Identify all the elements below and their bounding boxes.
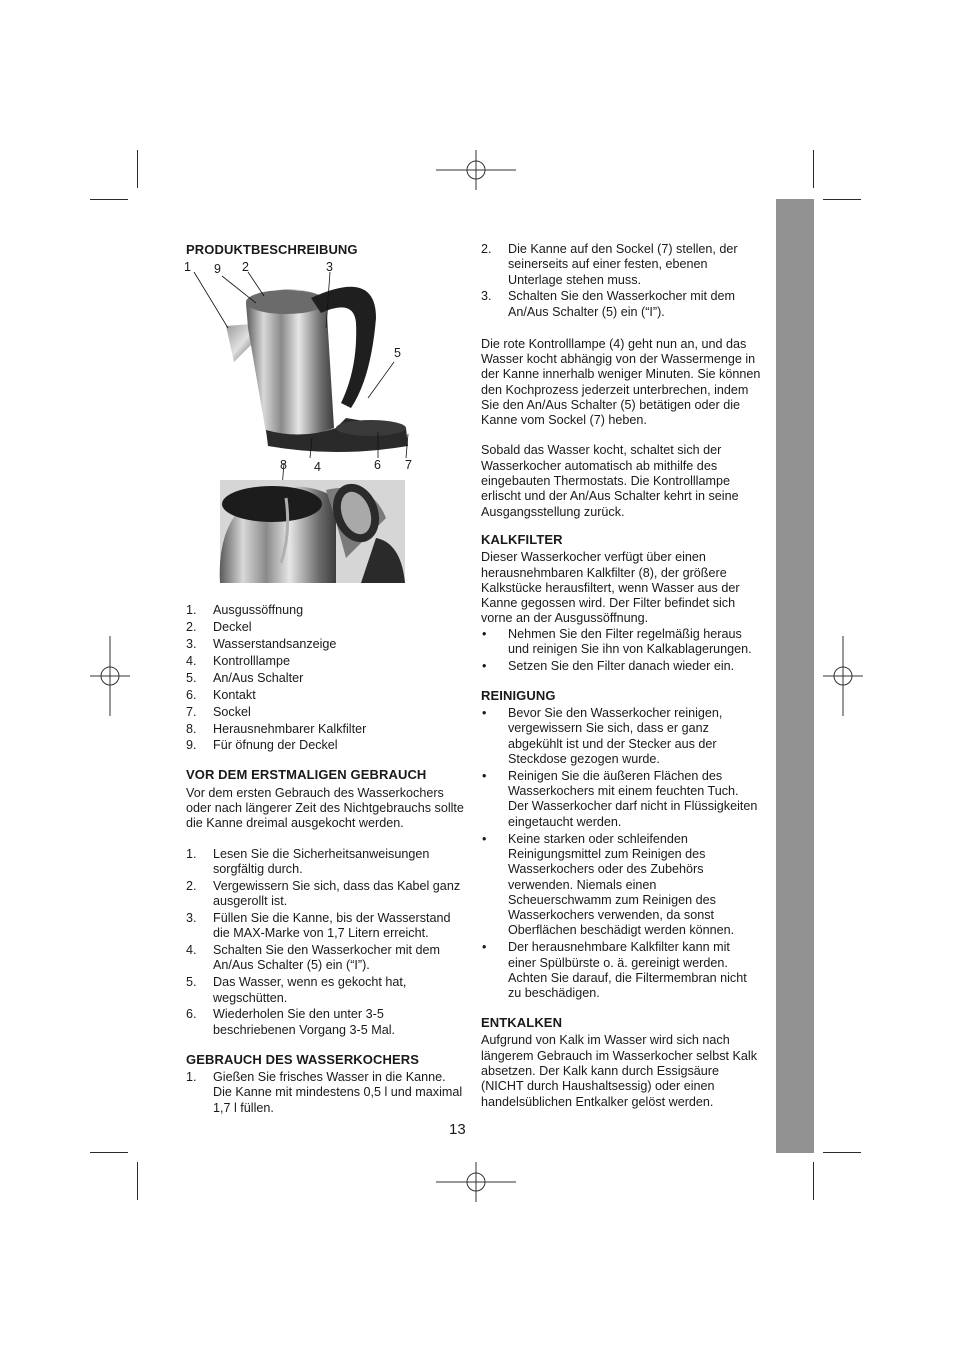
list-item: 2. Die Kanne auf den Sockel (7) stellen, der seinerseits auf einer festen, ebenen Unterlage stehen muss.: [481, 242, 738, 287]
list-item: 3. Füllen Sie die Kanne, bis der Wasserstand die MAX-Marke von 1,7 Litern erreicht.: [186, 910, 451, 941]
crop-mark: [823, 199, 861, 200]
figure-label-3: 3: [326, 260, 333, 274]
list-item: 4. Kontrolllampe: [186, 653, 291, 668]
side-tab: [776, 199, 814, 1153]
figure-label-1: 1: [184, 260, 191, 274]
list-item: • Bevor Sie den Wasserkocher reinigen, vergewissern Sie sich, dass er ganz abgekühlt ist und der Stecker aus der Steckdose gezogen wurde.: [482, 706, 723, 766]
kalkfilter-intro: Dieser Wasserkocher verfügt über einen herausnehmbaren Kalkfilter (8), der größere Kalkstücke herausfiltert, wenn Wasser aus der Kanne gegossen wird. Der Filter befindet sich vorne an der Ausgussöffnung.: [481, 550, 740, 626]
figure-label-5: 5: [394, 346, 401, 360]
figure-spacer: [186, 260, 466, 603]
registration-mark-right-icon: [823, 636, 863, 716]
gebrauch-steps-continued: [481, 242, 761, 320]
crop-mark: [90, 1152, 128, 1153]
crop-mark: [823, 1152, 861, 1153]
vor-intro-paragraph: Vor dem ersten Gebrauch des Wasserkochers oder nach längerer Zeit des Nichtgebrauchs sollte die Kanne dreimal ausgekocht werden.: [186, 785, 464, 831]
list-item: 4. Schalten Sie den Wasserkocher mit dem An/Aus Schalter (5) ein (“I”).: [186, 943, 441, 973]
list-item: 2. Vergewissern Sie sich, dass das Kabel ganz ausgerollt ist.: [186, 878, 461, 908]
registration-mark-left-icon: [90, 636, 130, 716]
list-item: • Nehmen Sie den Filter regelmäßig heraus und reinigen Sie ihn von Kalkablagerungen.: [482, 626, 752, 657]
list-item: 6. Wiederholen Sie den unter 3-5 beschriebenen Vorgang 3-5 Mal.: [186, 1007, 396, 1037]
section-title-vor-dem-gebrauch: VOR DEM ERSTMALIGEN GEBRAUCH: [186, 767, 427, 783]
figure-label-4: 4: [314, 460, 321, 474]
list-item: 3. Wasserstandsanzeige: [186, 637, 337, 652]
list-item: • Reinigen Sie die äußeren Flächen des Wasserkochers mit einem feuchten Tuch. Der Wasserkocher darf nicht in Flüssigkeiten eingetaucht werden.: [482, 768, 758, 829]
list-item: • Keine starken oder schleifenden Reinigungsmittel zum Reinigen des Wasserkochers oder des Zubehörs verwenden. Niemals einen Scheuerschwamm zum Reinigen des Wasserkochers verwenden, da sonst Oberflächen beschädigt werden können.: [482, 831, 735, 938]
section-title-reinigung: REINIGUNG: [481, 687, 556, 703]
kalkfilter-bullets: [481, 627, 761, 674]
thermostat-paragraph: Sobald das Wasser kocht, schaltet sich der Wasserkocher automatisch ab mithilfe des eingebauten Thermostats. Die Kontrolllampe erlischt und der An/Aus Schalter kehrt in seine Ausgangsstellung zurück.: [481, 443, 739, 519]
list-item: 9. Für öfnung der Deckel: [186, 738, 338, 753]
list-item: 8. Herausnehmbarer Kalkfilter: [186, 721, 367, 736]
figure-label-9: 9: [214, 262, 221, 276]
crop-mark: [137, 1162, 138, 1200]
list-item: • Setzen Sie den Filter danach wieder ein.: [482, 658, 735, 673]
list-item: • Der herausnehmbare Kalkfilter kann mit einer Spülbürste o. ä. gereinigt werden. Achten Sie darauf, die Filtermembran nicht zu beschädigen.: [482, 940, 747, 1001]
list-item: 3. Schalten Sie den Wasserkocher mit dem An/Aus Schalter (5) ein (“I”).: [481, 289, 736, 319]
section-title-entkalken: ENTKALKEN: [481, 1015, 563, 1031]
page-number: 13: [449, 1121, 466, 1138]
figure-label-2: 2: [242, 260, 249, 274]
list-item: 5. Das Wasser, wenn es gekocht hat, wegschütten.: [186, 975, 407, 1005]
entkalken-paragraph: Aufgrund von Kalk im Wasser wird sich nach längerem Gebrauch im Wasserkocher selbst Kalk absetzen. Der Kalk kann durch Essigsäure (NICHT durch Haushaltsessig) oder einen handelsüblichen Entkalker gelöst werden.: [481, 1033, 758, 1109]
section-title-gebrauch: GEBRAUCH DES WASSERKOCHERS: [186, 1051, 420, 1067]
registration-mark-top-icon: [436, 150, 516, 190]
section-title-kalkfilter: KALKFILTER: [481, 531, 563, 547]
figure-label-7: 7: [405, 458, 412, 472]
crop-mark: [137, 150, 138, 188]
crop-mark: [90, 199, 128, 200]
left-column: [186, 242, 466, 1117]
crop-mark: [813, 1162, 814, 1200]
section-title-produktbeschreibung: PRODUKTBESCHREIBUNG: [186, 242, 358, 257]
figure-label-6: 6: [374, 458, 381, 472]
list-item: 1. Ausgussöffnung: [186, 603, 304, 618]
list-item: 7. Sockel: [186, 704, 251, 719]
list-item: 1. Lesen Sie die Sicherheitsanweisungen sorgfältig durch.: [186, 846, 430, 876]
list-item: 6. Kontakt: [186, 687, 256, 702]
reinigung-bullets: [481, 706, 761, 1001]
crop-mark: [813, 150, 814, 188]
kontrolllampe-paragraph: Die rote Kontrolllampe (4) geht nun an, und das Wasser kocht abhängig von der Wassermenge in der Kanne innerhalb weniger Minuten. Sie können den Kochprozess jederzeit unterbrechen, indem Sie den An/Aus Schalter (5) betätigen oder die Kanne vom Sockel (7) heben.: [481, 336, 761, 428]
list-item: 1. Gießen Sie frisches Wasser in die Kanne. Die Kanne mit mindestens 0,5 l und maximal 1,7 l füllen.: [186, 1069, 463, 1115]
list-item: 2. Deckel: [186, 620, 252, 635]
parts-list: [186, 603, 466, 753]
right-column: [481, 242, 761, 1110]
list-item: 5. An/Aus Schalter: [186, 670, 304, 685]
vor-steps-list: [186, 847, 466, 1039]
figure-label-8: 8: [280, 458, 287, 472]
gebrauch-steps-list: [186, 1070, 466, 1116]
registration-mark-bottom-icon: [436, 1162, 516, 1202]
